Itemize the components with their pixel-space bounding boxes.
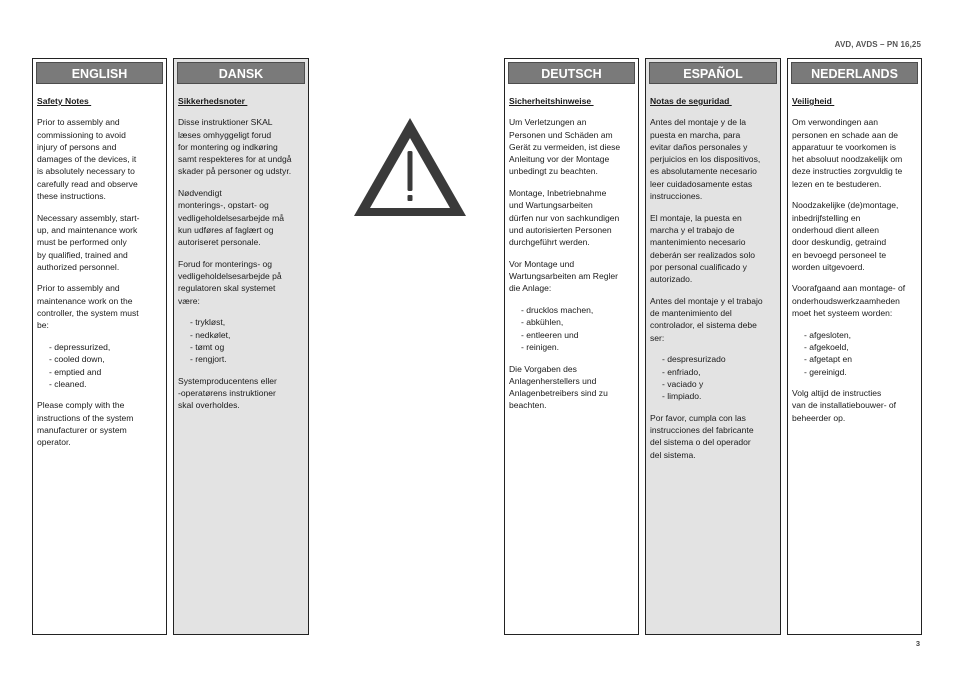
header-document-ref: AVD, AVDS – PN 16,25 — [834, 40, 921, 49]
paragraph: Noodzakelijke (de)montage, inbedrijfstelling en onderhoud dient alleen door deskundig, getraind en bevoegd personeel te worden uitgevoerd. — [792, 200, 899, 272]
paragraph: Om verwondingen aan personen en schade aan de apparatuur te voorkomen is het absoluut noodzakelijk om deze instructies zorgvuldig te lezen en te bestuderen. — [792, 117, 903, 189]
section-heading: Veiligheid — [792, 96, 835, 106]
paragraph: Volg altijd de instructies van de installatiebouwer- of beheerder op. — [792, 388, 897, 423]
list-item: - rengjort. — [190, 354, 227, 365]
paragraph: Antes del montaje y el trabajo de mantenimiento del controlador, el sistema debe ser: — [650, 295, 763, 343]
column-body — [177, 95, 305, 412]
list-item: - abkühlen, — [521, 317, 564, 328]
section-heading: Sikkerhedsnoter — [178, 96, 248, 106]
list-item: - drucklos machen, — [521, 305, 594, 316]
list-item: - cleaned. — [49, 378, 87, 389]
warning-sign — [354, 118, 466, 218]
paragraph: Necessary assembly, start- up, and maintenance work must be performed only by qualified, trained and authorized personnel. — [37, 212, 140, 272]
paragraph: Systemproducentens eller -operatørens instruktioner skal overholdes. — [178, 375, 277, 411]
column-title: DANSK — [177, 62, 305, 84]
list-item: - afgekoeld, — [804, 341, 849, 352]
list-item: - afgetapt en — [804, 354, 852, 365]
list-item: - cooled down, — [49, 354, 105, 365]
condition-list — [178, 316, 304, 365]
list-item: - depressurized, — [49, 341, 111, 352]
list-item: - reinigen. — [521, 341, 560, 352]
paragraph: Voorafgaand aan montage- of onderhoudswerkzaamheden moet het systeem worden: — [792, 283, 906, 319]
paragraph: Antes del montaje y de la puesta en marcha, para evitar daños personales y perjuicios en los dispositivos, es absolutamente necesario leer cuidadosamente estas instrucciones. — [650, 117, 761, 202]
paragraph: Montage, Inbetriebnahme und Wartungsarbeiten dürfen nur von sachkundigen und autorisierten Personen durchgeführt werden. — [509, 188, 620, 248]
list-item: - tømt og — [190, 341, 225, 352]
column-nederlands — [787, 58, 922, 635]
paragraph: Forud for monterings- og vedligeholdelsesarbejde på regulatoren skal systemet være: — [178, 258, 282, 306]
section-heading: Notas de seguridad — [650, 96, 732, 106]
list-item: - despresurizado — [662, 354, 726, 365]
list-item: - limpiado. — [662, 391, 702, 402]
paragraph: Vor Montage und Wartungsarbeiten am Regler die Anlage: — [509, 258, 618, 294]
column-title: NEDERLANDS — [791, 62, 918, 84]
paragraph: Por favor, cumpla con las instrucciones del fabricante del sistema o del operador del sistema. — [650, 412, 754, 460]
list-item: - emptied and — [49, 366, 102, 377]
paragraph: Prior to assembly and maintenance work on the controller, the system must be: — [37, 283, 139, 331]
list-item: - entleeren und — [521, 329, 579, 340]
paragraph: Nødvendigt monterings-, opstart- og vedligeholdelsesarbejde må kun udføres af faglært og autoriseret personale. — [178, 188, 284, 248]
list-item: - vaciado y — [662, 378, 704, 389]
column-title: ESPAÑOL — [649, 62, 777, 84]
column-title: ENGLISH — [36, 62, 163, 84]
condition-list — [37, 341, 162, 390]
section-heading: Safety Notes — [37, 96, 92, 106]
list-item: - enfriado, — [662, 366, 701, 377]
paragraph: Prior to assembly and commissioning to avoid injury of persons and damages of the devices, it is absolutely necessary to carefully read and observe these instructions. — [37, 117, 138, 202]
list-item: - gereinigd. — [804, 366, 847, 377]
list-item: - nedkølet, — [190, 329, 231, 340]
list-item: - afgesloten, — [804, 329, 852, 340]
column-espanol — [645, 58, 781, 635]
paragraph: Disse instruktioner SKAL læses omhyggeligt forud for montering og indkøring samt respekteres for at undgå skader på personer og udstyr. — [178, 117, 292, 177]
column-english — [32, 58, 167, 635]
list-item: - trykløst, — [190, 317, 226, 328]
condition-list — [792, 329, 917, 378]
condition-list — [509, 304, 634, 353]
condition-list — [650, 353, 776, 402]
paragraph: El montaje, la puesta en marcha y el trabajo de mantenimiento necesario deberán ser realizados solo por personal cualificado y autorizado. — [650, 212, 755, 285]
warning-triangle-icon — [354, 118, 466, 218]
paragraph: Die Vorgaben des Anlagenherstellers und Anlagenbetreibers sind zu beachten. — [509, 363, 608, 411]
column-body — [791, 95, 918, 424]
section-heading: Sicherheitshinweise — [509, 96, 594, 106]
column-title: DEUTSCH — [508, 62, 635, 84]
paragraph: Please comply with the instructions of the system manufacturer or system operator. — [37, 400, 134, 448]
column-body — [649, 95, 777, 461]
page-number: 3 — [915, 639, 920, 648]
paragraph: Um Verletzungen an Personen und Schäden am Gerät zu vermeiden, ist diese Anleitung vor der Montage unbedingt zu beachten. — [509, 117, 621, 177]
column-body — [508, 95, 635, 412]
column-dansk — [173, 58, 309, 635]
column-deutsch — [504, 58, 639, 635]
column-body — [36, 95, 163, 449]
